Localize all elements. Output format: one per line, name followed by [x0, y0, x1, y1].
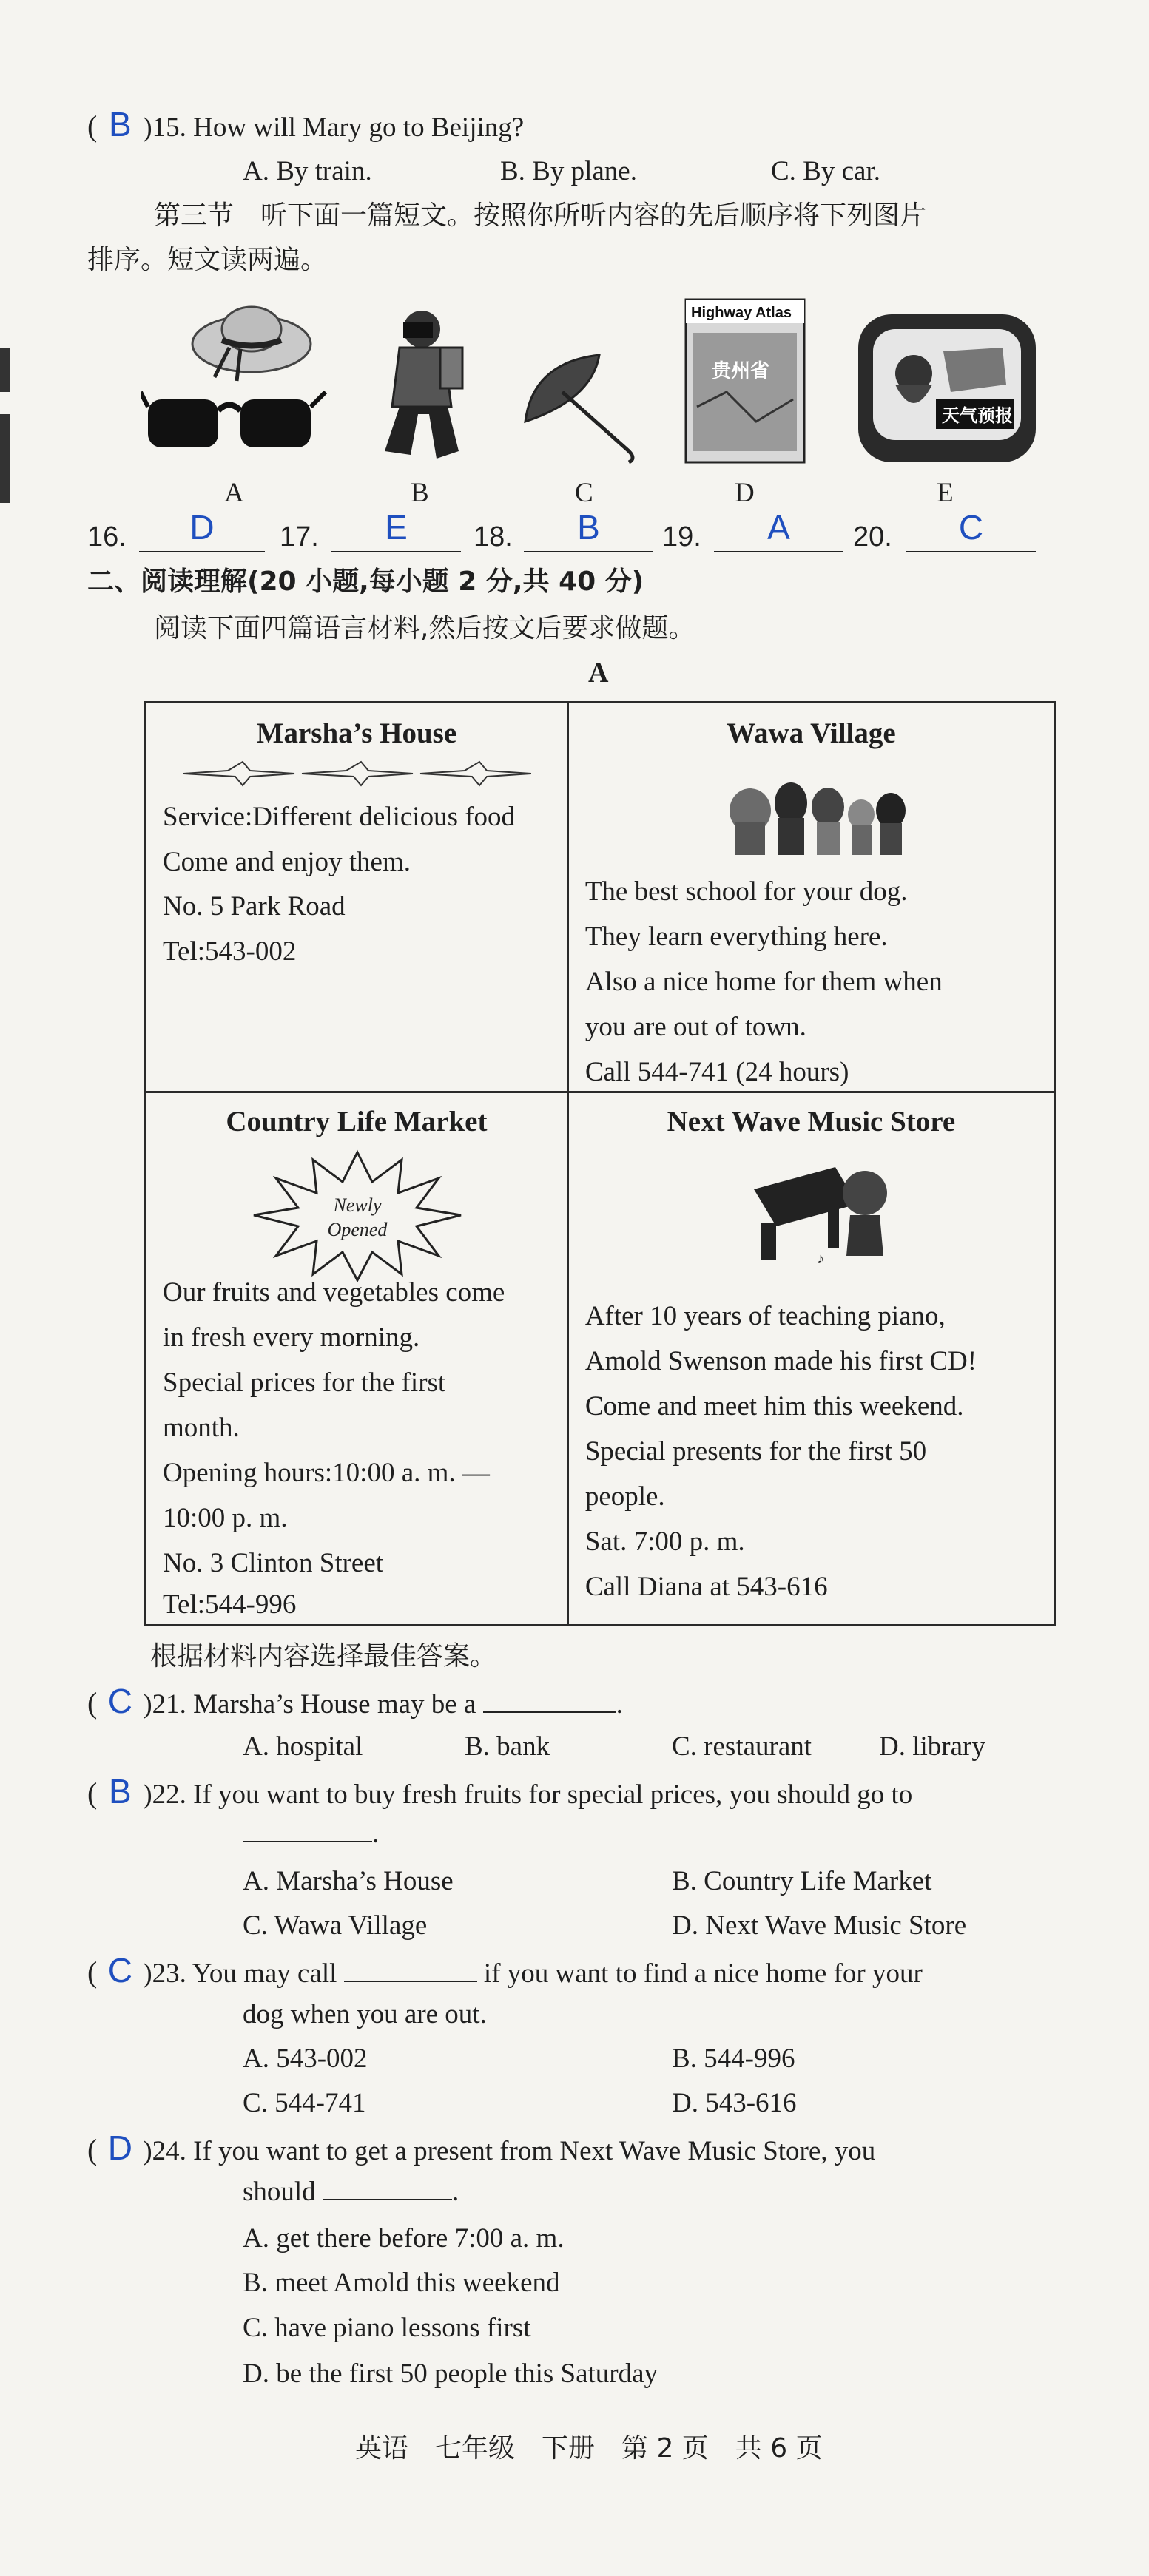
ad-music-line: After 10 years of teaching piano,	[584, 1301, 946, 1331]
ad-marsha-line: Tel:543-002	[163, 936, 297, 967]
fill-17-number: 17.	[280, 521, 319, 552]
picture-label-d: D	[735, 478, 755, 508]
fill-20-number: 20.	[853, 521, 892, 552]
fill-19-answer: A	[767, 508, 790, 547]
fill-16-answer: D	[189, 508, 215, 547]
ad-marsha-title: Marsha’s House	[256, 717, 457, 749]
section3-instruction-line1: 第三节 听下面一篇短文。按照你所听内容的先后顺序将下列图片	[154, 200, 927, 231]
fill-20-line	[906, 551, 1036, 552]
q24-blank	[323, 2177, 452, 2200]
q24-option-d: D. be the first 50 people this Saturday	[243, 2359, 658, 2389]
q15-option-b: B. By plane.	[500, 156, 637, 186]
ad-marsha-line: Come and enjoy them.	[163, 847, 411, 877]
q22-option-d: D. Next Wave Music Store	[672, 1910, 967, 1941]
ad-wawa-line: you are out of town.	[584, 1012, 806, 1042]
ad-marsha-house	[146, 703, 568, 1092]
q21-blank	[483, 1689, 616, 1713]
ad-marsha-line: Service:Different delicious food	[163, 802, 516, 832]
q23-option-b: B. 544-996	[672, 2043, 795, 2074]
weather-forecast-tv-picture	[855, 311, 1040, 466]
fill-16-number: 16.	[87, 521, 127, 552]
q22-stem-line2: .	[243, 1818, 379, 1850]
ad-music-line: Amold Swenson made his first CD!	[584, 1346, 977, 1376]
ad-market-line: Special prices for the first	[163, 1368, 446, 1398]
fill-18-answer: B	[577, 508, 600, 547]
binding-mark	[0, 414, 10, 503]
newly-opened-badge	[250, 1149, 465, 1282]
q24-answer: D	[107, 2129, 132, 2167]
q21-stem: ( C )21. Marsha’s House may be a .	[87, 1682, 623, 1720]
q15-question: How will Mary go to Beijing?	[193, 112, 525, 143]
q21-option-c: C. restaurant	[672, 1731, 812, 1762]
q23-blank	[344, 1958, 477, 1982]
dogs-picture	[724, 777, 909, 859]
choose-instruction: 根据材料内容选择最佳答案。	[150, 1641, 497, 1671]
page-footer: 英语 七年级 下册 第 2 页 共 6 页	[355, 2433, 823, 2464]
q24-stem: ( D )24. If you want to get a present from Next Wave Music Store, you	[87, 2129, 876, 2167]
q21-option-d: D. library	[879, 1731, 985, 1762]
umbrella-picture	[518, 348, 644, 466]
ad-wawa-line: The best school for your dog.	[584, 876, 908, 907]
ads-table	[144, 701, 1056, 1626]
fill-17-answer: E	[385, 508, 408, 547]
q22-stem: ( B )22. If you want to buy fresh fruits for special prices, you should go to	[87, 1772, 913, 1811]
piano-player-picture	[747, 1152, 894, 1271]
binding-mark	[0, 348, 10, 392]
ad-market-line: 10:00 p. m.	[163, 1503, 288, 1533]
q23-option-c: C. 544-741	[243, 2088, 366, 2118]
picture-label-a: A	[224, 478, 244, 508]
fill-19-number: 19.	[662, 521, 701, 552]
q23-option-d: D. 543-616	[672, 2088, 797, 2118]
q15-stem: ( B )15. How will Mary go to Beijing?	[87, 105, 525, 143]
q24-option-a: A. get there before 7:00 a. m.	[243, 2223, 565, 2254]
fill-17-line	[331, 551, 461, 552]
q22-option-b: B. Country Life Market	[672, 1866, 932, 1896]
badge-newly: Newly	[333, 1194, 382, 1216]
section3-instruction-line2: 排序。短文读两遍。	[87, 245, 328, 275]
q23-answer: C	[107, 1951, 132, 1990]
highway-atlas-picture	[682, 296, 808, 466]
atlas-title: Highway Atlas	[691, 305, 792, 321]
q23-stem: ( C )23. You may call if you want to find a nice home for your	[87, 1951, 923, 1990]
q15-answer: B	[108, 105, 132, 143]
ad-marsha-line: No. 5 Park Road	[163, 891, 346, 922]
ad-next-wave-music-store	[567, 1092, 1054, 1626]
ad-wawa-line: Call 544-741 (24 hours)	[584, 1057, 849, 1087]
picture-label-c: C	[575, 478, 593, 508]
ad-market-line: No. 3 Clinton Street	[163, 1548, 384, 1578]
ad-market-line: in fresh every morning.	[163, 1322, 420, 1353]
q24-stem-line2: should .	[243, 2177, 459, 2207]
ad-music-line: Come and meet him this weekend.	[584, 1391, 964, 1421]
q21-option-a: A. hospital	[243, 1731, 363, 1762]
q21-answer: C	[107, 1682, 132, 1720]
part2-heading: 二、阅读理解(20 小题,每小题 2 分,共 40 分)	[87, 567, 644, 597]
ad-wawa-line: Also a nice home for them when	[584, 967, 943, 997]
part2-instruction: 阅读下面四篇语言材料,然后按文后要求做题。	[154, 613, 695, 643]
q15-option-a: A. By train.	[243, 156, 372, 186]
decorative-divider-icon	[183, 759, 531, 788]
ad-music-line: Call Diana at 543-616	[584, 1572, 828, 1602]
ad-wawa-village	[567, 703, 1054, 1092]
fill-20-answer: C	[958, 508, 984, 547]
q24-option-b: B. meet Amold this weekend	[243, 2268, 560, 2298]
ad-music-line: Sat. 7:00 p. m.	[584, 1527, 745, 1557]
ad-wawa-title: Wawa Village	[727, 717, 896, 749]
fill-16-line	[139, 551, 265, 552]
fill-18-number: 18.	[474, 521, 513, 552]
q15-option-c: C. By car.	[771, 156, 880, 186]
q22-blank	[243, 1819, 372, 1842]
picture-label-b: B	[411, 478, 429, 508]
fill-19-line	[714, 551, 843, 552]
q22-answer: B	[108, 1772, 132, 1811]
svg-text:♪: ♪	[816, 1251, 824, 1267]
ad-market-line: Tel:544-996	[163, 1589, 297, 1620]
ad-market-line: Our fruits and vegetables come	[163, 1277, 505, 1308]
photographer-picture	[370, 303, 474, 466]
q24-option-c: C. have piano lessons first	[243, 2313, 531, 2343]
fill-18-line	[524, 551, 653, 552]
ad-music-title: Next Wave Music Store	[667, 1106, 956, 1137]
passage-label: A	[588, 657, 609, 689]
q22-option-c: C. Wawa Village	[243, 1910, 428, 1941]
ad-music-line: Special presents for the first 50	[584, 1436, 927, 1467]
ad-market-title: Country Life Market	[226, 1106, 488, 1137]
ad-music-line: people.	[584, 1481, 665, 1512]
sunglasses-hat-picture	[141, 296, 333, 466]
q21-option-b: B. bank	[465, 1731, 550, 1762]
badge-opened: Opened	[327, 1219, 388, 1240]
ad-market-line: Opening hours:10:00 a. m. —	[163, 1458, 490, 1488]
q22-option-a: A. Marsha’s House	[243, 1866, 454, 1896]
q23-stem-line2: dog when you are out.	[243, 1999, 487, 2029]
ad-market-line: month.	[163, 1413, 240, 1443]
tv-caption: 天气预报	[942, 405, 1013, 426]
ad-wawa-line: They learn everything here.	[584, 922, 888, 952]
picture-label-e: E	[937, 478, 954, 508]
atlas-province: 贵州省	[712, 360, 770, 382]
ad-country-life-market	[146, 1092, 568, 1626]
q23-option-a: A. 543-002	[243, 2043, 368, 2074]
